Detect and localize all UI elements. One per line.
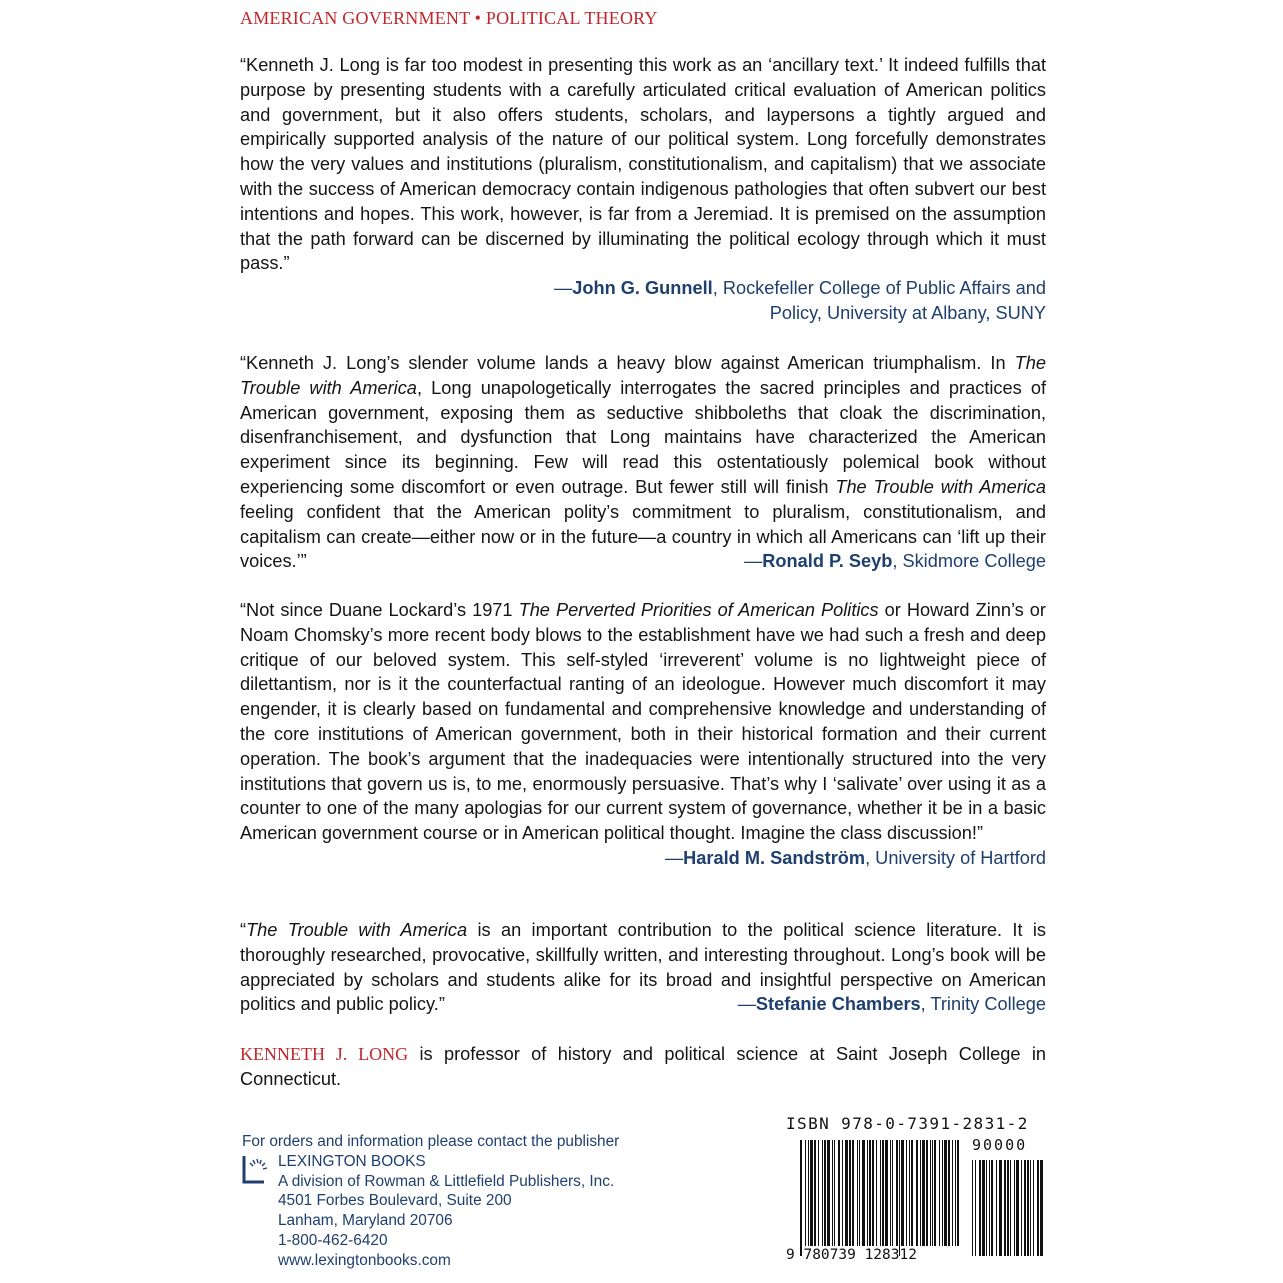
barcode-supplement-bar xyxy=(979,1160,981,1256)
barcode-supplement-bar xyxy=(1004,1160,1006,1256)
barcode-bar xyxy=(818,1140,819,1246)
reviewer-name: Harald M. Sandström xyxy=(683,847,866,868)
reviewer-affiliation: , Trinity College xyxy=(920,994,1046,1015)
barcode-supplement-bar xyxy=(1016,1160,1019,1256)
barcode-bar xyxy=(885,1140,888,1246)
barcode-bar xyxy=(944,1140,947,1246)
barcode-bar xyxy=(957,1140,959,1246)
quote-text: “Kenneth J. Long is far too modest in presenting this work as an ‘ancillary text.’ It indeed fulfills that purpose by presenting students with a carefully articulated critical evaluation of American politics and government, but it also offers students, scholars, and laypersons a tightly argued and empirically supported analysis of the nature of our political system. Long forcefully demonstrates how the very values and institutions (pluralism, constitutionalism, and capitalism) that we associate with the success of American democracy contain indigenous pathologies that often subvert our best intentions and hopes. This work, however, is far from a Jeremiad. It is premised on the assumption that the path forward can be discerned by illuminating the political ecology through which it must pass.” xyxy=(240,55,1046,274)
reviewer-affiliation: , Rockefeller College of Public Affairs and xyxy=(712,278,1046,299)
barcode-bar xyxy=(899,1140,900,1256)
barcode-bar xyxy=(859,1140,860,1246)
barcode-bar xyxy=(805,1140,806,1246)
quote-attribution: —Stefanie Chambers, Trinity College xyxy=(737,994,1046,1015)
barcode-supplement-bar xyxy=(1021,1160,1022,1256)
barcode-supplement-bar xyxy=(1040,1160,1043,1256)
publisher-contact-line: For orders and information please contact the publisher xyxy=(242,1133,620,1150)
barcode-bar xyxy=(832,1140,833,1246)
barcode-bar xyxy=(926,1140,928,1246)
ean-digits: 9 780739 128312 xyxy=(786,1247,917,1263)
barcode-bar xyxy=(852,1140,854,1246)
barcode-bar xyxy=(916,1140,918,1246)
barcode-bar xyxy=(882,1140,884,1246)
reviewer-name: Ronald P. Seyb xyxy=(762,551,893,572)
price-code: 90000 xyxy=(972,1136,1028,1154)
publisher-info xyxy=(242,1132,619,1271)
barcode-bar xyxy=(909,1140,910,1246)
barcode-bar xyxy=(876,1140,877,1246)
quote-attribution: —Harald M. Sandström, University of Hartford xyxy=(664,847,1046,868)
barcode-bar xyxy=(872,1140,874,1246)
barcode-supplement-bar xyxy=(999,1160,1002,1256)
barcode-bar xyxy=(932,1140,933,1246)
review-quote-1 xyxy=(240,53,1046,326)
barcode-supplement-bar xyxy=(1033,1160,1034,1256)
reviewer-affiliation: , Skidmore College xyxy=(892,551,1046,572)
barcode-bar xyxy=(834,1140,835,1246)
barcode-bar xyxy=(948,1140,950,1246)
lexington-logo-icon xyxy=(242,1154,270,1184)
book-title-italic: The Perverted Priorities of American Politics xyxy=(518,600,879,620)
barcode-bar xyxy=(800,1140,802,1256)
book-title-italic: The Trouble with America xyxy=(240,353,1046,398)
publisher-address-line1: 4501 Forbes Boulevard, Suite 200 xyxy=(278,1192,512,1210)
reviewer-affiliation: , University of Hartford xyxy=(865,847,1046,868)
reviewer-name: Stefanie Chambers xyxy=(755,994,921,1015)
quote-attribution: —Ronald P. Seyb, Skidmore College xyxy=(744,551,1046,572)
barcode-supplement-bar xyxy=(991,1160,993,1256)
barcode-supplement-bar xyxy=(996,1160,997,1256)
book-title-italic: The Trouble with America xyxy=(835,476,1047,497)
publisher-name: LEXINGTON BOOKS xyxy=(278,1152,426,1170)
barcode-bar xyxy=(942,1140,943,1246)
isbn-label: ISBN 978-0-7391-2831-2 xyxy=(786,1114,1029,1133)
barcode-bar xyxy=(824,1140,826,1246)
barcode-bar xyxy=(920,1140,921,1246)
barcode-bar xyxy=(862,1140,865,1246)
barcode-bar xyxy=(857,1140,858,1246)
barcode-supplement-bar xyxy=(1014,1160,1015,1256)
publisher-address-line2: Lanham, Maryland 20706 xyxy=(278,1212,453,1230)
quote-attribution: —John G. Gunnell, Rockefeller College of Public Affairs and xyxy=(554,278,1046,299)
barcode-bar xyxy=(849,1140,851,1246)
barcode-bar xyxy=(822,1140,823,1246)
review-quote-4: “The Trouble with America is an important contribution to the political science literature. It is thoroughly researched, provocative, skillfully written, and interesting throughout. Long’s book will be appreciated by scholars and students alike for its broad and insightful perspective on American politics and public policy.” —Stefanie Chambers, Trinity College xyxy=(240,918,1046,1017)
barcode-bar xyxy=(952,1140,953,1246)
reviewer-affiliation-line2: Policy, University at Albany, SUNY xyxy=(769,302,1046,323)
barcode-bar xyxy=(892,1140,893,1246)
review-quote-2: “Kenneth J. Long’s slender volume lands a heavy blow against American triumphalism. In The Trouble with America, Long unapologetically interrogates the sacred principles and practices of American government, exposing them as seductive shibboleths that cloak the discrimination, disenfranchisement, and dysfunction that Long maintains have characterized the American experiment since its beginning. Few will read this ostentatiously polemical book without experiencing some discomfort or even outrage. But fewer still will finish The Trouble with America feeling confident that the American polity’s commitment to pluralism, constitutionalism, and capitalism can create—either now or in the future—a country in which all Americans can ‘lift up their voices.’” —Ronald P. Seyb, Skidmore College xyxy=(240,351,1046,574)
barcode-supplement-bar xyxy=(1027,1160,1029,1256)
barcode-bar xyxy=(922,1140,925,1246)
barcode-supplement-bar xyxy=(1030,1160,1031,1256)
reviewer-name: John G. Gunnell xyxy=(572,278,713,299)
barcode-bar xyxy=(955,1140,956,1246)
barcode-supplement-bar xyxy=(1010,1160,1011,1256)
barcode-bar xyxy=(901,1140,904,1246)
barcode-bar xyxy=(814,1140,816,1246)
barcode-bar xyxy=(896,1140,898,1246)
barcode-bar xyxy=(930,1140,931,1246)
barcode-bar xyxy=(838,1140,840,1246)
barcode-bar xyxy=(808,1140,809,1246)
barcode-bar xyxy=(845,1140,848,1246)
barcode-supplement-bar xyxy=(982,1160,985,1256)
publisher-website: www.lexingtonbooks.com xyxy=(278,1251,451,1269)
barcode-supplement-bar xyxy=(989,1160,990,1256)
publisher-phone: 1-800-462-6420 xyxy=(278,1231,388,1249)
barcode-supplement-bar xyxy=(1007,1160,1009,1256)
barcode-supplement-bar xyxy=(975,1160,976,1256)
barcode-bar xyxy=(934,1140,936,1246)
barcode-bar xyxy=(810,1140,813,1246)
barcode-supplement-bar xyxy=(1037,1160,1039,1256)
barcode-bar xyxy=(939,1140,940,1246)
barcode-bar xyxy=(911,1140,913,1246)
barcode-bar xyxy=(869,1140,871,1246)
book-title-italic: The Trouble with America xyxy=(246,920,468,940)
author-name: KENNETH J. LONG xyxy=(240,1044,409,1064)
review-quote-3: “Not since Duane Lockard’s 1971 The Perverted Priorities of American Politics or Howard Zinn’s or Noam Chomsky’s more recent body blows to the establishment have we had such a fresh and deep critique of our beloved system. This self-styled ‘irreverent’ volume is no lightweight piece of dilettantism, nor is it the counterfactual ranting of an ideologue. However much discomfort it may engender, it is clearly based on fundamental and comprehensive knowledge and understanding of the core institutions of American government, both in their historical formation and their current operation. The book’s argument that the inadequacies were intentionally structured into the very institutions that govern us is, to me, enormously persuasive. That’s why I ‘salivate’ over using it as a counter to one of the many apologias for our current system of governance, whether it be in a basic American government course or in American political thought. Imagine the class discussion!” —Harald M. Sandström, University of Hartford xyxy=(240,598,1046,871)
category-header: AMERICAN GOVERNMENT • POLITICAL THEORY xyxy=(240,8,658,28)
barcode-supplement-bar xyxy=(1024,1160,1026,1256)
barcode-supplement-bar xyxy=(972,1160,973,1256)
author-bio xyxy=(240,1042,1046,1092)
barcode-supplement-bar xyxy=(986,1160,987,1256)
barcode-bar xyxy=(827,1140,830,1246)
barcode-bar xyxy=(880,1140,881,1246)
barcode-bar xyxy=(906,1140,907,1246)
publisher-division: A division of Rowman & Littlefield Publishers, Inc. xyxy=(278,1172,615,1190)
barcode-bar xyxy=(867,1140,868,1246)
barcode-bar xyxy=(842,1140,843,1246)
author-bio-text: is professor of history and political science at Saint Joseph College in Connecticut. xyxy=(240,1044,1047,1089)
barcode-bar xyxy=(890,1140,891,1246)
